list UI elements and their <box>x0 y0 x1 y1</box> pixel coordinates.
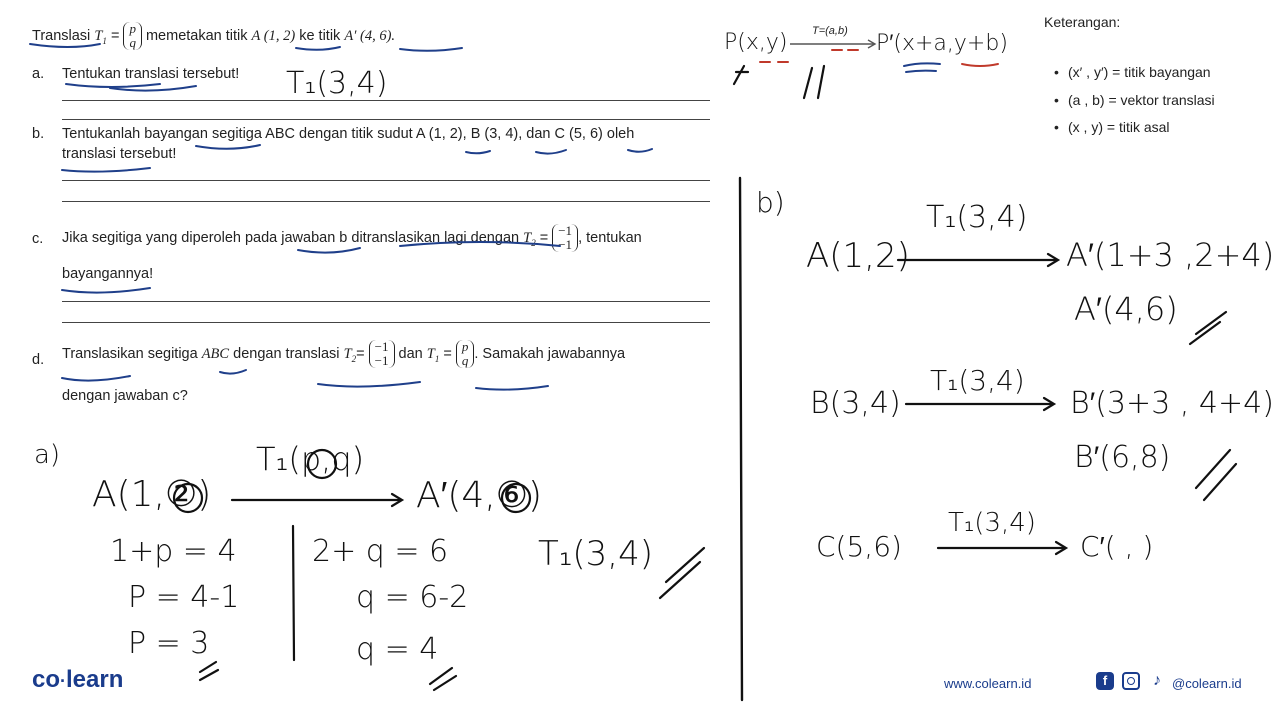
formula-arrow-label: T=(a,b) <box>812 25 848 37</box>
hand-t1: T₁(3,4) <box>930 364 1025 397</box>
underline <box>30 44 100 47</box>
underline <box>400 48 462 51</box>
done-mark <box>200 662 216 672</box>
circle-mark <box>174 484 202 512</box>
hand-translation: T₁(p,q) <box>256 440 365 478</box>
question-c-line2: bayangannya! <box>62 266 154 282</box>
hand-eq: q = 4 <box>356 632 439 667</box>
underline <box>62 376 130 381</box>
formula-left: P(x,y) <box>724 30 788 55</box>
keterangan-title: Keterangan: <box>1044 14 1121 30</box>
underline <box>536 150 566 154</box>
question-c-line1: Jika segitiga yang diperoleh pada jawaban b ditranslasikan lagi dengan $T_2 = -1$ −1 , tentukan <box>62 223 642 252</box>
red-underlines <box>760 50 998 66</box>
vector-t2: −1 −1 <box>369 340 395 368</box>
done-mark <box>660 562 700 598</box>
hand-eq: P = 4-1 <box>128 580 240 615</box>
done-mark <box>1196 312 1226 334</box>
keterangan-item: • (x′ , y′) = titik bayangan <box>1068 64 1211 80</box>
tiktok-icon[interactable]: ♪ <box>1153 672 1161 689</box>
underline <box>298 248 360 253</box>
hand-t1: T₁(3,4) <box>926 200 1028 235</box>
intro-middle: memetakan titik <box>145 27 248 44</box>
underline <box>906 71 936 72</box>
underline <box>962 64 998 66</box>
underline <box>220 370 246 374</box>
hand-label-a: a) <box>34 440 61 470</box>
colearn-logo: co·learn <box>32 666 124 693</box>
keterangan-item: • (a , b) = vektor translasi <box>1068 92 1215 108</box>
underline <box>628 149 652 152</box>
hand-marks <box>174 66 1236 700</box>
hand-eq: 2+ q = 6 <box>312 534 449 569</box>
formula-arrow <box>790 40 875 48</box>
underline <box>66 84 160 87</box>
intro-ke: ke titik <box>299 27 341 44</box>
instagram-icon[interactable] <box>1122 672 1140 690</box>
hand-point: B(3,4) <box>810 386 901 421</box>
hand-label-b: b) <box>756 186 785 219</box>
hand-lhs: A(1,②) <box>92 474 212 515</box>
hand-image-result: A′(4,6) <box>1074 290 1178 328</box>
hand-eq: 1+p = 4 <box>110 534 237 569</box>
hand-rhs: A′(4,⑥) <box>416 475 543 516</box>
hand-image-result: B′(6,8) <box>1074 440 1171 475</box>
facebook-icon[interactable]: f <box>1096 672 1114 690</box>
vector-t2: −1 −1 <box>552 224 578 252</box>
question-b-line1: Tentukanlah bayangan segitiga ABC dengan titik sudut A (1, 2), B (3, 4), dan C (5, 6) oleh <box>62 126 635 142</box>
label-d: d. <box>32 352 45 368</box>
hand-point: A(1,2) <box>806 236 910 276</box>
hand-point: C(5,6) <box>816 530 902 563</box>
label-b: b. <box>32 126 45 142</box>
question-a: Tentukan translasi tersebut! <box>62 66 240 82</box>
point-a-prime: A′ (4, 6). <box>344 27 396 44</box>
hand-eq: q = 6-2 <box>356 580 469 615</box>
done-mark <box>1204 464 1236 500</box>
divider-line <box>293 526 294 660</box>
underline <box>62 288 150 293</box>
keterangan-item: • (x , y) = titik asal <box>1068 119 1170 135</box>
circle-mark <box>502 484 530 512</box>
hand-result: T₁(3,4) <box>538 534 653 574</box>
underline <box>400 242 560 246</box>
label-a: a. <box>32 66 45 82</box>
hand-image: A′(1+3 ,2+4) <box>1066 236 1275 274</box>
underline <box>318 382 420 387</box>
point-a: A (1, 2) <box>251 27 296 44</box>
question-d-line2: dengan jawaban c? <box>62 388 188 404</box>
tick-mark <box>818 66 824 98</box>
done-mark <box>1196 450 1230 488</box>
question-d-line1: Translasikan segitiga ABC dengan translasi $T_2= -1$ −1 dan $T_1 = p$ q . Samakah jawabannya <box>62 339 626 368</box>
vector-pq: p q <box>456 340 475 368</box>
circle-mark <box>308 450 336 478</box>
footer-url[interactable]: www.colearn.id <box>944 676 1032 691</box>
footer-handle[interactable]: @colearn.id <box>1172 676 1242 691</box>
done-mark <box>1190 322 1220 344</box>
hand-answer-a: T₁(3,4) <box>286 66 388 101</box>
hand-image: B′(3+3 , 4+4) <box>1070 386 1274 421</box>
formula-right: P′(x+a,y+b) <box>876 31 1008 56</box>
underline <box>466 151 490 153</box>
tick-mark <box>734 66 744 84</box>
label-c: c. <box>32 231 44 247</box>
intro-prefix: Translasi <box>32 27 91 44</box>
vector-pq: p q <box>123 22 142 50</box>
question-b-line2: translasi tersebut! <box>62 146 177 162</box>
t1-symbol: $T_1$ <box>94 27 107 46</box>
hand-eq: P = 3 <box>128 626 210 661</box>
hand-t1: T₁(3,4) <box>948 508 1036 538</box>
underline <box>296 47 340 50</box>
underline <box>62 168 150 172</box>
tick-mark <box>804 68 812 98</box>
underline <box>904 63 940 66</box>
underline <box>196 145 260 149</box>
divider-line <box>740 178 742 700</box>
equals: = <box>110 27 120 44</box>
underline <box>476 386 548 390</box>
hand-image: C′( , ) <box>1080 530 1154 563</box>
